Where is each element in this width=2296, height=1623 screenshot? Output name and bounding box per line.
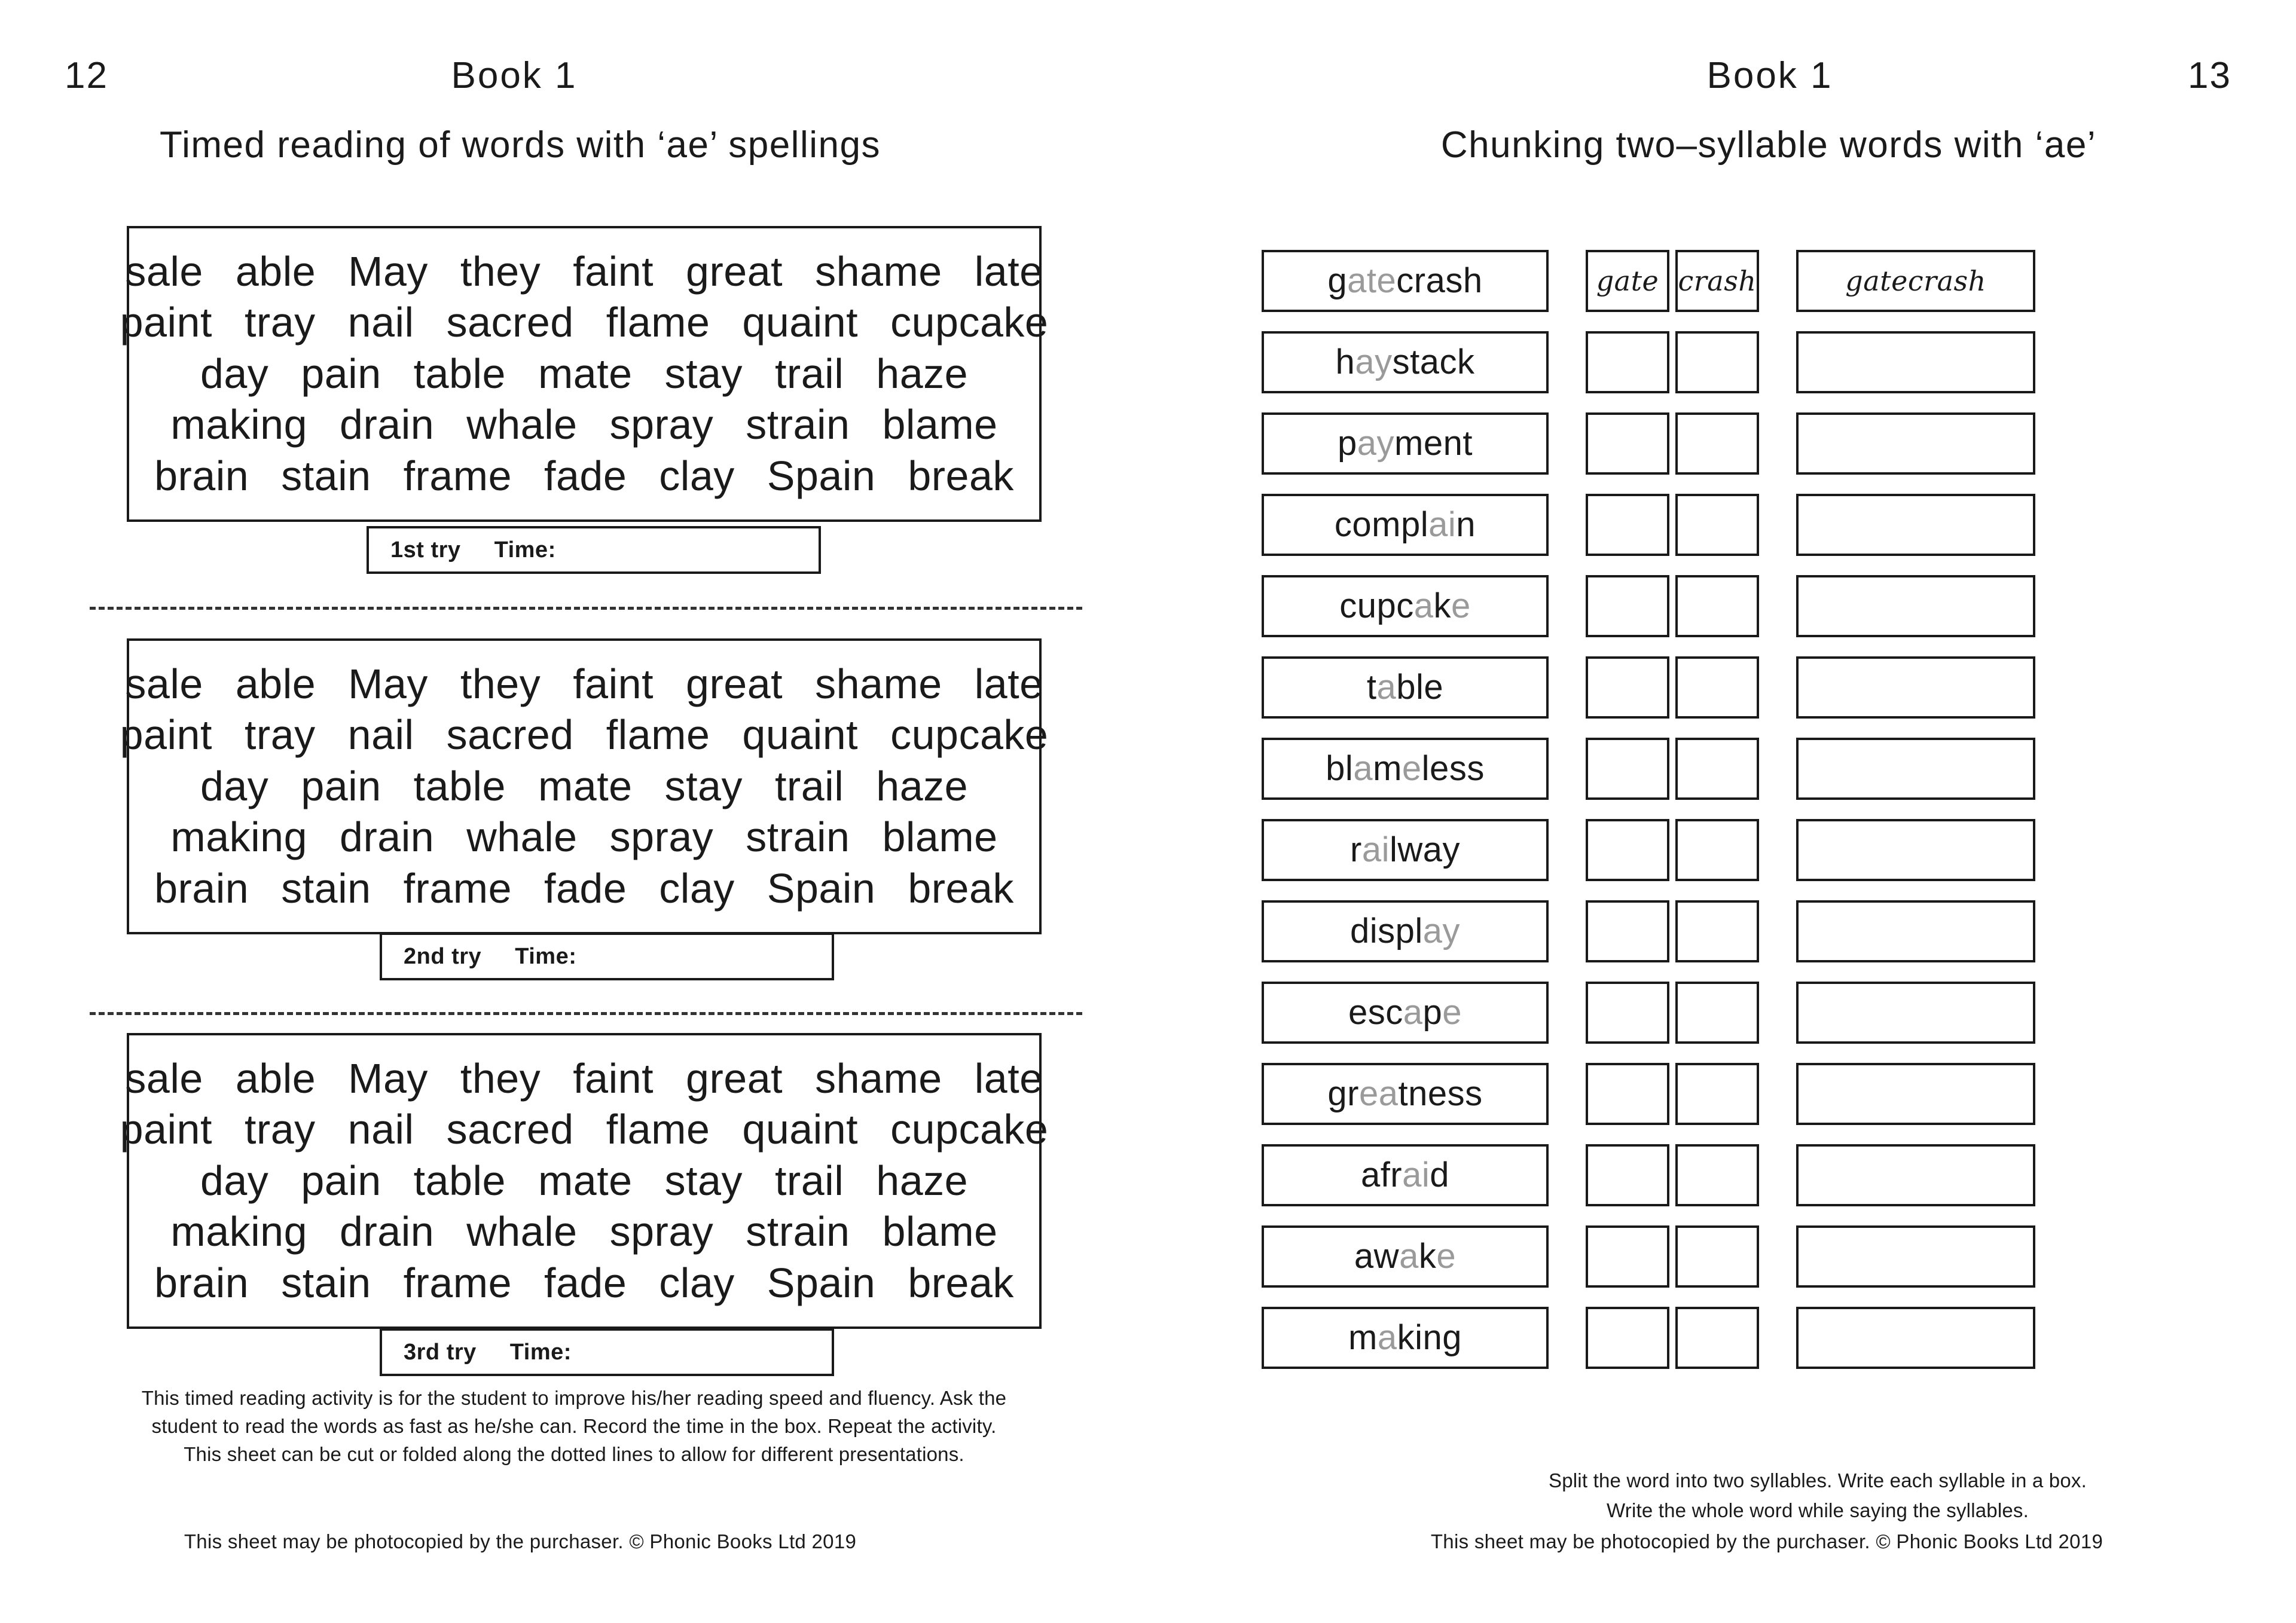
word-segment: p xyxy=(1422,993,1443,1032)
word-segment: m xyxy=(1348,1318,1378,1357)
chunking-row xyxy=(1262,1307,2035,1369)
word-item: mate xyxy=(538,762,633,809)
word-list-row xyxy=(149,812,1019,863)
word-item: late xyxy=(974,248,1043,295)
word-item: cupcake xyxy=(890,1106,1049,1153)
note-line: This sheet can be cut or folded along the dotted lines to allow for different presentations. xyxy=(184,1442,964,1465)
activity-note xyxy=(126,1384,1022,1469)
word-segment: afr xyxy=(1360,1156,1403,1194)
word-item: shame xyxy=(815,661,942,708)
word-item: flame xyxy=(606,299,710,346)
word-item: spray xyxy=(609,401,714,448)
whole-word-cell[interactable] xyxy=(1796,1144,2035,1206)
word-item: May xyxy=(348,661,428,708)
word-segment: lway xyxy=(1389,830,1460,869)
word-list-row xyxy=(149,1258,1019,1309)
word-item: stay xyxy=(664,350,743,397)
try-box-1[interactable] xyxy=(367,526,821,574)
word-item: break xyxy=(908,864,1014,912)
word-item: making xyxy=(170,1208,308,1255)
word-list-row xyxy=(149,451,1019,502)
word-item: whale xyxy=(466,814,578,861)
word-segment: displ xyxy=(1349,912,1423,950)
word-segment: tness xyxy=(1398,1074,1483,1113)
word-list-box-2 xyxy=(120,638,1049,934)
word-item: mate xyxy=(538,1157,633,1204)
word-item: shame xyxy=(815,248,942,295)
page-title-right: Chunking two–syllable words with ‘ae’ xyxy=(1440,124,2097,166)
word-segment: cupc xyxy=(1339,586,1414,625)
prompt-word xyxy=(1349,830,1460,869)
word-item: cupcake xyxy=(890,711,1049,759)
word-item: pain xyxy=(301,762,381,809)
word-item: tray xyxy=(244,711,316,759)
word-item: great xyxy=(686,661,783,708)
chunking-row xyxy=(1262,250,2035,312)
page-number-left: 12 xyxy=(65,55,108,96)
prompt-word xyxy=(1367,670,1443,705)
prompt-word-cell xyxy=(1262,1144,1549,1206)
word-item: strain xyxy=(746,1208,850,1255)
prompt-word xyxy=(1350,914,1460,949)
word-item: whale xyxy=(466,1208,578,1255)
syllable-2-cell[interactable] xyxy=(1675,1307,1759,1369)
word-list-row xyxy=(125,246,1043,297)
whole-word-cell[interactable] xyxy=(1796,819,2035,881)
word-item: shame xyxy=(815,1055,942,1102)
syllable-2-cell[interactable] xyxy=(1675,250,1759,312)
word-item: strain xyxy=(746,814,850,861)
word-item: stain xyxy=(281,864,371,912)
word-item: paint xyxy=(120,711,212,759)
word-item: frame xyxy=(403,864,512,912)
word-item: able xyxy=(235,248,316,295)
ae-grapheme: e xyxy=(1451,586,1471,625)
syllable-1-cell[interactable] xyxy=(1586,982,1669,1044)
chunking-row xyxy=(1262,1225,2035,1288)
word-item: great xyxy=(686,1055,783,1102)
word-item: table xyxy=(413,762,506,809)
word-item: able xyxy=(235,661,316,708)
ae-grapheme: ate xyxy=(1347,261,1397,300)
word-item: drain xyxy=(340,1208,435,1255)
page-number-right: 13 xyxy=(2188,55,2231,96)
ae-grapheme: a xyxy=(1376,668,1397,707)
word-item: brain xyxy=(154,452,249,499)
syllable-2-cell[interactable] xyxy=(1675,982,1759,1044)
word-list-row xyxy=(149,1156,1019,1206)
word-item: faint xyxy=(573,661,654,708)
whole-word-answer: gatecrash xyxy=(1845,265,1986,297)
word-segment: compl xyxy=(1334,505,1429,544)
ae-grapheme: e xyxy=(1436,1237,1457,1276)
prompt-word xyxy=(1327,261,1483,300)
word-segment: g xyxy=(1327,261,1348,300)
word-item: break xyxy=(908,1259,1014,1306)
syllable-2-cell[interactable] xyxy=(1675,494,1759,556)
chunking-row xyxy=(1262,738,2035,800)
word-segment: r xyxy=(1349,830,1362,869)
ae-grapheme: a xyxy=(1353,749,1373,788)
prompt-word-cell xyxy=(1262,1063,1549,1125)
word-item: clay xyxy=(659,452,735,499)
word-item: cupcake xyxy=(890,299,1049,346)
prompt-word-cell xyxy=(1262,1307,1549,1369)
syllable-2-cell[interactable] xyxy=(1675,900,1759,962)
prompt-word-cell xyxy=(1262,1225,1549,1288)
word-item: frame xyxy=(403,1259,512,1306)
syllable-1-cell[interactable] xyxy=(1586,1144,1669,1206)
word-item: May xyxy=(348,1055,428,1102)
try-time-label-3: Time: xyxy=(509,1339,572,1365)
word-segment: m xyxy=(1373,749,1402,788)
ae-grapheme: e xyxy=(1402,749,1422,788)
word-segment: esc xyxy=(1348,993,1403,1032)
page-right xyxy=(1148,0,2296,1623)
chunking-row xyxy=(1262,331,2035,393)
word-list-row xyxy=(120,710,1049,760)
word-segment: stack xyxy=(1392,343,1475,381)
word-item: haze xyxy=(876,1157,969,1204)
prompt-word-cell xyxy=(1262,982,1549,1044)
whole-word-cell[interactable] xyxy=(1796,575,2035,637)
word-segment: h xyxy=(1335,343,1355,381)
syllable-1-cell[interactable] xyxy=(1586,575,1669,637)
chunking-row xyxy=(1262,900,2035,962)
word-segment: n xyxy=(1456,505,1476,544)
syllable-1-cell[interactable] xyxy=(1586,412,1669,475)
chunking-row xyxy=(1262,1063,2035,1125)
word-item: nail xyxy=(347,299,414,346)
word-list-row xyxy=(149,761,1019,812)
try-box-2[interactable] xyxy=(380,933,834,980)
ae-grapheme: ai xyxy=(1361,830,1390,869)
try-time-label-2: Time: xyxy=(515,943,577,969)
chunking-row xyxy=(1262,1144,2035,1206)
word-segment: k xyxy=(1418,1237,1437,1276)
chunking-row xyxy=(1262,575,2035,637)
word-item: quaint xyxy=(742,711,859,759)
ae-grapheme: ai xyxy=(1428,505,1457,544)
chunking-row xyxy=(1262,412,2035,475)
ae-grapheme: a xyxy=(1399,1237,1419,1276)
word-list-row xyxy=(149,863,1019,914)
word-item: trail xyxy=(774,762,844,809)
word-item: trail xyxy=(774,1157,844,1204)
word-item: they xyxy=(460,1055,541,1102)
syllable-1-cell[interactable] xyxy=(1586,250,1669,312)
ae-grapheme: ay xyxy=(1357,424,1395,463)
word-list-row xyxy=(149,399,1019,450)
ae-grapheme: ai xyxy=(1402,1156,1430,1194)
ae-grapheme: a xyxy=(1403,993,1423,1032)
try-time-label-1: Time: xyxy=(494,537,556,563)
word-segment: less xyxy=(1421,749,1485,788)
ae-grapheme: ea xyxy=(1358,1074,1399,1113)
fold-line-1 xyxy=(90,607,1082,610)
word-item: day xyxy=(200,1157,269,1204)
prompt-word xyxy=(1354,1239,1456,1274)
word-segment: king xyxy=(1397,1318,1462,1357)
word-item: paint xyxy=(120,299,212,346)
word-item: table xyxy=(413,1157,506,1204)
word-item: making xyxy=(170,401,308,448)
syllable-2-cell[interactable] xyxy=(1675,1225,1759,1288)
prompt-word-cell xyxy=(1262,494,1549,556)
syllable-1-cell[interactable] xyxy=(1586,1225,1669,1288)
ae-grapheme: a xyxy=(1377,1318,1397,1357)
whole-word-cell[interactable] xyxy=(1796,982,2035,1044)
word-segment: k xyxy=(1433,586,1451,625)
chunking-row xyxy=(1262,494,2035,556)
word-item: stain xyxy=(281,452,371,499)
prompt-word-cell xyxy=(1262,738,1549,800)
word-item: sacred xyxy=(446,711,574,759)
syllable-1-cell[interactable] xyxy=(1586,738,1669,800)
word-item: day xyxy=(200,762,269,809)
word-item: May xyxy=(348,248,428,295)
syllable-2-cell[interactable] xyxy=(1675,1063,1759,1125)
word-item: blame xyxy=(882,1208,998,1255)
prompt-word xyxy=(1338,426,1473,461)
whole-word-cell[interactable] xyxy=(1796,494,2035,556)
word-item: whale xyxy=(466,401,578,448)
word-item: day xyxy=(200,350,269,397)
chunking-row xyxy=(1262,656,2035,719)
word-item: pain xyxy=(301,1157,381,1204)
whole-word-cell[interactable] xyxy=(1796,331,2035,393)
word-item: blame xyxy=(882,401,998,448)
word-item: nail xyxy=(347,1106,414,1153)
word-segment: p xyxy=(1338,424,1357,463)
word-item: brain xyxy=(154,864,249,912)
word-item: fade xyxy=(544,1259,627,1306)
copyright-right: This sheet may be photocopied by the purchaser. © Phonic Books Ltd 2019 xyxy=(1430,1530,2103,1552)
word-item: haze xyxy=(876,762,969,809)
word-item: sale xyxy=(125,1055,203,1102)
syllable-1-cell[interactable] xyxy=(1586,819,1669,881)
prompt-word xyxy=(1336,345,1475,380)
word-segment: t xyxy=(1366,668,1377,707)
word-segment: d xyxy=(1430,1156,1450,1194)
word-item: quaint xyxy=(742,299,859,346)
word-item: strain xyxy=(746,401,850,448)
word-list-row xyxy=(120,1104,1049,1155)
word-item: spray xyxy=(609,1208,714,1255)
word-item: break xyxy=(908,452,1014,499)
syllable-2-cell[interactable] xyxy=(1675,331,1759,393)
word-list-box-3 xyxy=(120,1033,1049,1329)
page-title-left: Timed reading of words with ‘ae’ spellings xyxy=(160,124,881,166)
whole-word-cell[interactable] xyxy=(1796,412,2035,475)
note-line: This timed reading activity is for the student to improve his/her reading speed and fluency. Ask the xyxy=(141,1387,1007,1409)
word-item: clay xyxy=(659,864,735,912)
try-box-3[interactable] xyxy=(380,1328,834,1376)
try-label-2: 2nd try xyxy=(404,943,482,969)
instruction-line: Write the whole word while saying the syllables. xyxy=(1607,1499,2029,1521)
whole-word-cell[interactable] xyxy=(1796,738,2035,800)
syllable-answer: gate xyxy=(1596,265,1659,297)
prompt-word xyxy=(1348,1318,1462,1357)
word-item: flame xyxy=(606,711,710,759)
whole-word-cell[interactable] xyxy=(1796,1307,2035,1369)
word-item: sale xyxy=(125,661,203,708)
syllable-2-cell[interactable] xyxy=(1675,575,1759,637)
prompt-word xyxy=(1361,1158,1449,1193)
chunking-row xyxy=(1262,982,2035,1044)
word-item: fade xyxy=(544,452,627,499)
syllable-1-cell[interactable] xyxy=(1586,900,1669,962)
word-segment: ble xyxy=(1396,668,1444,707)
fold-line-2 xyxy=(90,1012,1082,1015)
whole-word-cell[interactable] xyxy=(1796,656,2035,719)
prompt-word-cell xyxy=(1262,412,1549,475)
word-item: frame xyxy=(403,452,512,499)
chunking-row xyxy=(1262,819,2035,881)
word-item: tray xyxy=(244,1106,316,1153)
word-list-box-1 xyxy=(120,226,1049,522)
word-item: they xyxy=(460,248,541,295)
word-item: clay xyxy=(659,1259,735,1306)
word-item: stain xyxy=(281,1259,371,1306)
ae-grapheme: ay xyxy=(1422,912,1461,950)
syllable-2-cell[interactable] xyxy=(1675,738,1759,800)
word-item: sacred xyxy=(446,299,574,346)
word-item: drain xyxy=(340,401,435,448)
word-item: stay xyxy=(664,762,743,809)
word-item: faint xyxy=(573,1055,654,1102)
prompt-word xyxy=(1348,995,1462,1030)
syllable-2-cell[interactable] xyxy=(1675,656,1759,719)
word-item: haze xyxy=(876,350,969,397)
word-item: late xyxy=(974,1055,1043,1102)
try-label-3: 3rd try xyxy=(404,1339,477,1365)
syllable-2-cell[interactable] xyxy=(1675,412,1759,475)
syllable-2-cell[interactable] xyxy=(1675,1144,1759,1206)
whole-word-cell[interactable] xyxy=(1796,900,2035,962)
word-item: spray xyxy=(609,814,714,861)
word-segment: aw xyxy=(1354,1237,1400,1276)
word-segment: crash xyxy=(1396,261,1483,300)
prompt-word-cell xyxy=(1262,900,1549,962)
ae-grapheme: e xyxy=(1442,993,1463,1032)
word-item: flame xyxy=(606,1106,710,1153)
word-list-row xyxy=(149,349,1019,399)
word-item: tray xyxy=(244,299,316,346)
word-item: pain xyxy=(301,350,381,397)
copyright-left: This sheet may be photocopied by the purchaser. © Phonic Books Ltd 2019 xyxy=(184,1530,857,1552)
word-item: sacred xyxy=(446,1106,574,1153)
prompt-word-cell xyxy=(1262,331,1549,393)
word-segment: ment xyxy=(1394,424,1473,463)
word-list-row xyxy=(120,297,1049,348)
syllable-2-cell[interactable] xyxy=(1675,819,1759,881)
word-item: Spain xyxy=(767,1259,876,1306)
try-label-1: 1st try xyxy=(390,537,461,563)
syllable-1-cell[interactable] xyxy=(1586,1063,1669,1125)
note-line: student to read the words as fast as he/she can. Record the time in the box. Repeat the activity. xyxy=(151,1414,997,1437)
prompt-word xyxy=(1326,751,1485,786)
syllable-1-cell[interactable] xyxy=(1586,494,1669,556)
prompt-word-cell xyxy=(1262,819,1549,881)
word-item: great xyxy=(686,248,783,295)
ae-grapheme: a xyxy=(1413,586,1434,625)
syllable-1-cell[interactable] xyxy=(1586,1307,1669,1369)
word-list-row xyxy=(125,1053,1043,1104)
whole-word-cell[interactable] xyxy=(1796,250,2035,312)
book-label-left: Book 1 xyxy=(451,55,578,96)
prompt-word xyxy=(1339,586,1471,625)
word-item: late xyxy=(974,661,1043,708)
prompt-word xyxy=(1334,505,1476,544)
word-item: Spain xyxy=(767,452,876,499)
word-item: sale xyxy=(125,248,203,295)
word-item: stay xyxy=(664,1157,743,1204)
word-item: mate xyxy=(538,350,633,397)
ae-grapheme: ay xyxy=(1355,343,1393,381)
syllable-1-cell[interactable] xyxy=(1586,656,1669,719)
chunking-instructions xyxy=(1369,1466,2266,1525)
prompt-word-cell xyxy=(1262,575,1549,637)
whole-word-cell[interactable] xyxy=(1796,1063,2035,1125)
word-item: they xyxy=(460,661,541,708)
syllable-1-cell[interactable] xyxy=(1586,331,1669,393)
word-segment: gr xyxy=(1327,1074,1359,1113)
prompt-word-cell xyxy=(1262,656,1549,719)
word-item: table xyxy=(413,350,506,397)
prompt-word xyxy=(1327,1074,1483,1113)
word-item: paint xyxy=(120,1106,212,1153)
instruction-line: Split the word into two syllables. Write each syllable in a box. xyxy=(1549,1469,2087,1491)
word-item: Spain xyxy=(767,864,876,912)
word-item: brain xyxy=(154,1259,249,1306)
word-item: fade xyxy=(544,864,627,912)
whole-word-cell[interactable] xyxy=(1796,1225,2035,1288)
prompt-word-cell xyxy=(1262,250,1549,312)
word-item: trail xyxy=(774,350,844,397)
syllable-answer: crash xyxy=(1678,265,1757,297)
word-item: faint xyxy=(573,248,654,295)
word-item: making xyxy=(170,814,308,861)
word-item: blame xyxy=(882,814,998,861)
word-item: nail xyxy=(347,711,414,759)
book-label-right: Book 1 xyxy=(1706,55,1833,96)
word-list-row xyxy=(125,659,1043,710)
word-segment: bl xyxy=(1326,749,1354,788)
word-item: able xyxy=(235,1055,316,1102)
word-list-row xyxy=(149,1206,1019,1257)
word-item: quaint xyxy=(742,1106,859,1153)
word-item: drain xyxy=(340,814,435,861)
